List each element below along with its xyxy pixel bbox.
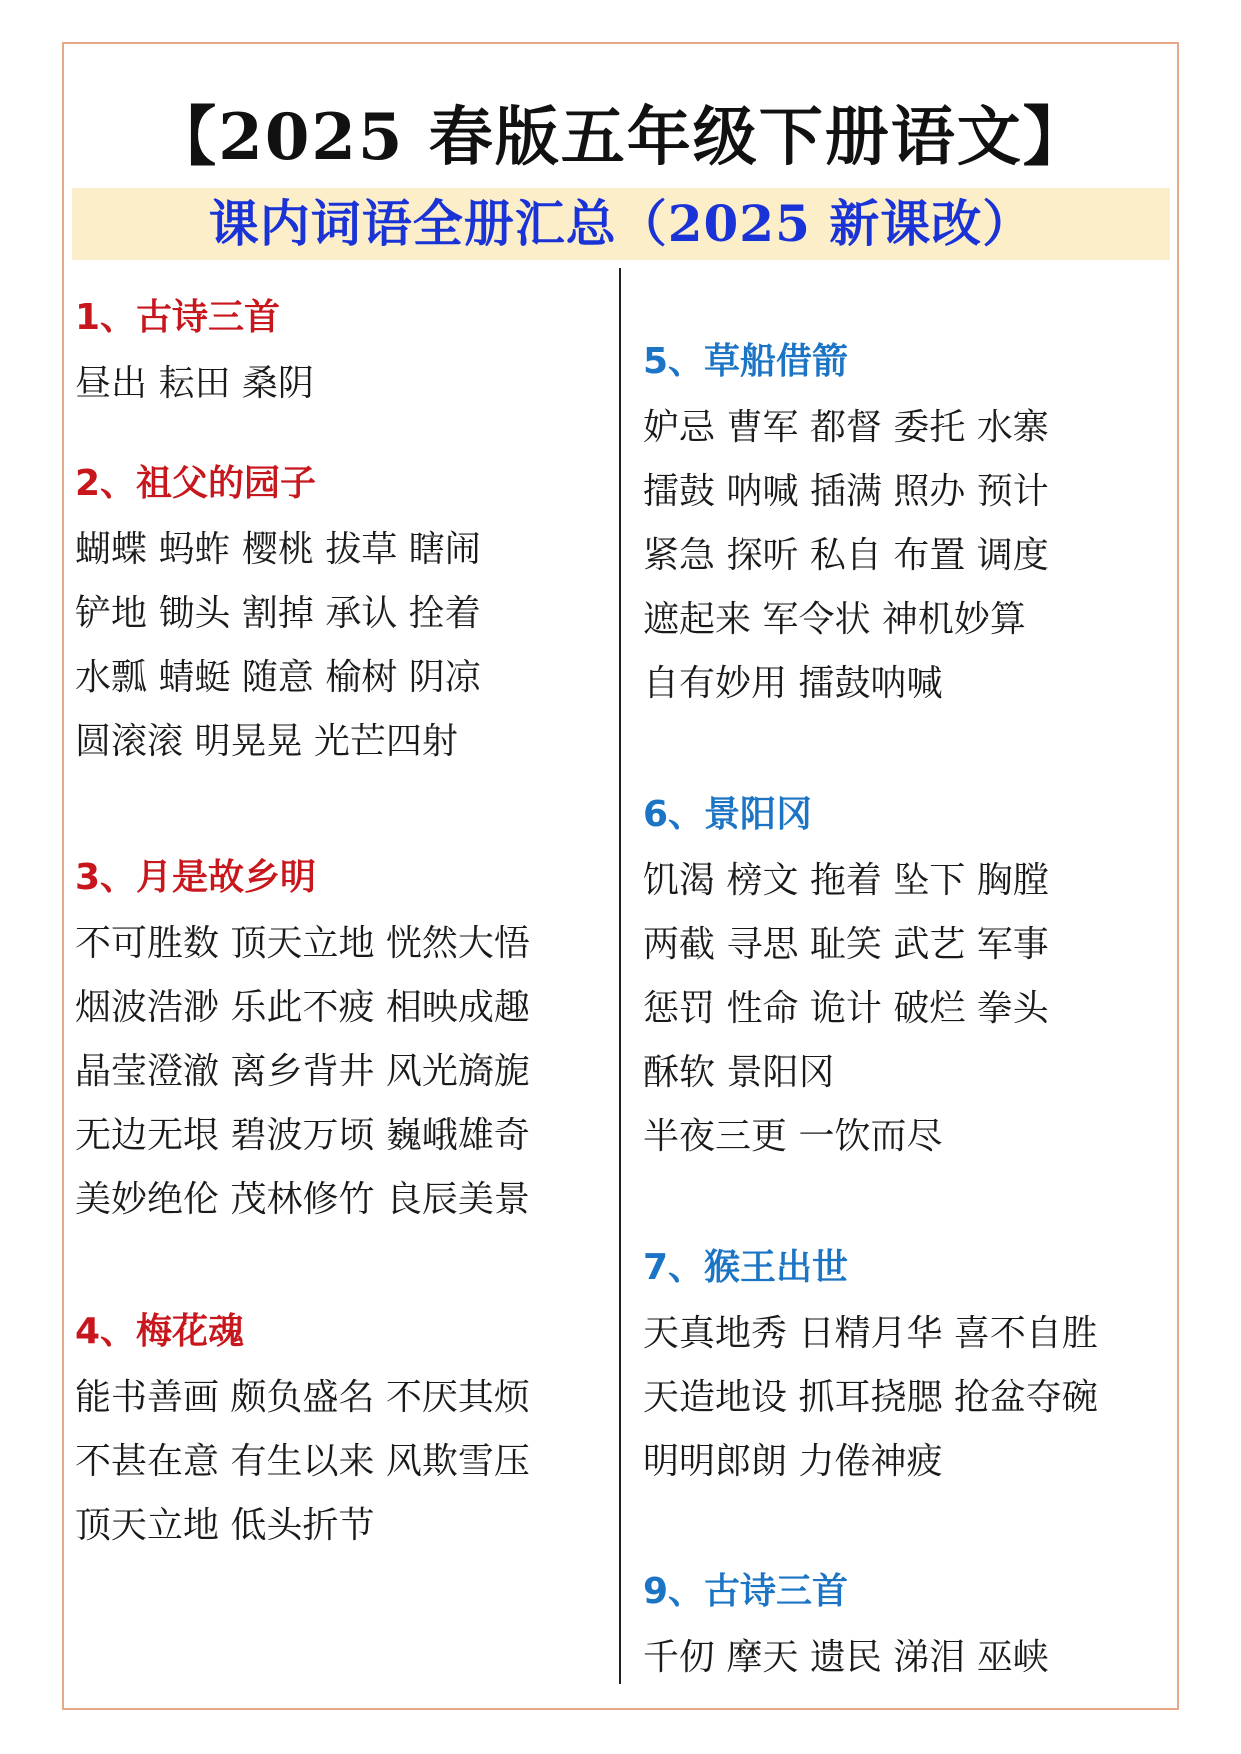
vocab-line: 妒忌 曹军 都督 委托 水寨 <box>643 407 1049 448</box>
lesson-heading: 2、祖父的园子 <box>75 463 317 504</box>
lesson-section <box>643 1566 1049 1690</box>
lesson-heading: 4、梅花魂 <box>75 1311 245 1352</box>
vocab-line: 能书善画 颇负盛名 不厌其烦 <box>75 1377 530 1418</box>
vocab-line: 饥渴 榜文 拖着 坠下 胸膛 <box>643 860 1049 901</box>
vocab-line: 天造地设 抓耳挠腮 抢盆夺碗 <box>643 1377 1098 1418</box>
vocab-line: 明明郎朗 力倦神疲 <box>643 1441 943 1482</box>
lesson-section <box>75 852 530 1232</box>
lesson-section <box>643 336 1049 716</box>
vocab-line: 遮起来 军令状 神机妙算 <box>643 599 1026 640</box>
vocab-line: 紧急 探听 私自 布置 调度 <box>643 535 1049 576</box>
vocab-line: 美妙绝伦 茂林修竹 良辰美景 <box>75 1179 530 1220</box>
vocab-line: 自有妙用 擂鼓呐喊 <box>643 663 943 704</box>
vocab-line: 圆滚滚 明晃晃 光芒四射 <box>75 721 458 762</box>
lesson-heading: 1、古诗三首 <box>75 297 281 338</box>
lesson-heading: 6、景阳冈 <box>643 794 813 835</box>
vocab-line: 不甚在意 有生以来 风欺雪压 <box>75 1441 530 1482</box>
lesson-section <box>75 458 481 774</box>
lesson-heading: 9、古诗三首 <box>643 1571 849 1612</box>
vocab-line: 顶天立地 低头折节 <box>75 1505 375 1546</box>
lesson-section <box>643 789 1049 1169</box>
vocab-line: 惩罚 性命 诡计 破烂 拳头 <box>643 988 1049 1029</box>
lesson-section <box>643 1242 1098 1494</box>
vocab-line: 蝴蝶 蚂蚱 樱桃 拔草 瞎闹 <box>75 529 481 570</box>
lesson-section <box>75 1306 530 1558</box>
vocab-line: 千仞 摩天 遗民 涕泪 巫峡 <box>643 1637 1049 1678</box>
vocab-line: 酥软 景阳冈 <box>643 1052 835 1093</box>
vocab-line: 水瓢 蜻蜓 随意 榆树 阴凉 <box>75 657 481 698</box>
vocab-line: 不可胜数 顶天立地 恍然大悟 <box>75 923 530 964</box>
lesson-heading: 7、猴王出世 <box>643 1247 849 1288</box>
vocab-line: 擂鼓 呐喊 插满 照办 预计 <box>643 471 1049 512</box>
lesson-section <box>75 292 314 416</box>
vocab-line: 无边无垠 碧波万顷 巍峨雄奇 <box>75 1115 530 1156</box>
page-subtitle: 课内词语全册汇总（2025 新课改） <box>208 194 1034 253</box>
vocab-line: 烟波浩渺 乐此不疲 相映成趣 <box>75 987 530 1028</box>
page-title: 【2025 春版五年级下册语文】 <box>152 100 1089 175</box>
lesson-heading: 3、月是故乡明 <box>75 857 317 898</box>
vocab-line: 天真地秀 日精月华 喜不自胜 <box>643 1313 1098 1354</box>
column-divider <box>619 268 621 1684</box>
vocab-line: 昼出 耘田 桑阴 <box>75 363 314 404</box>
vocab-line: 半夜三更 一饮而尽 <box>643 1116 943 1157</box>
vocab-line: 铲地 锄头 割掉 承认 拴着 <box>75 593 481 634</box>
vocab-line: 两截 寻思 耻笑 武艺 军事 <box>643 924 1049 965</box>
vocab-line: 晶莹澄澈 离乡背井 风光旖旎 <box>75 1051 530 1092</box>
lesson-heading: 5、草船借箭 <box>643 341 849 382</box>
